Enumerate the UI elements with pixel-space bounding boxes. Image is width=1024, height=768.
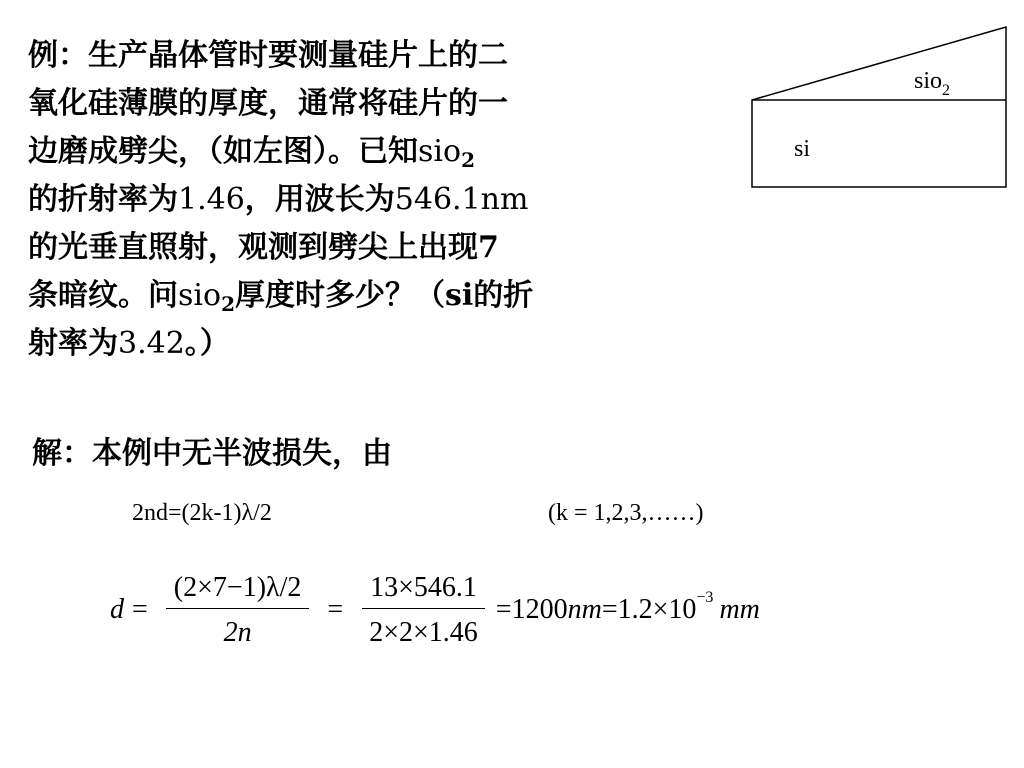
problem-line-7-text-b: 。）: [184, 326, 230, 361]
sio-symbol: sio: [178, 278, 222, 313]
unit-mm: mm: [719, 594, 760, 625]
problem-line-1: [28, 32, 708, 80]
fraction-2-numerator: 13×546.1: [362, 572, 485, 609]
formula-eq-1: =: [132, 594, 148, 625]
k-range: (k = 1,2,3,……): [548, 500, 704, 526]
formula-eq-2: =: [327, 594, 344, 625]
exponent: −3: [696, 589, 714, 606]
result-mm-value: =1.2×10: [601, 594, 697, 625]
problem-line-4-text-b: ，用波长为: [244, 182, 395, 217]
refractive-index-si: 3.42: [118, 326, 185, 361]
fraction-1: [166, 572, 310, 649]
wedge-diagram: [744, 20, 1014, 195]
formula-lhs: d: [110, 594, 124, 625]
sio-subscript: 2: [461, 148, 475, 172]
problem-line-3: [28, 128, 708, 176]
problem-line-7-text-a: 射率为: [28, 326, 118, 361]
interference-condition: 2nd=(2k-1)λ/2: [132, 500, 272, 526]
problem-line-2: [28, 80, 708, 128]
problem-line-1-text: 例：生产晶体管时要测量硅片上的二: [28, 38, 508, 73]
problem-line-6-text-b: 厚度时多少？（si的折: [234, 278, 534, 313]
result-nm-value: =1200: [495, 594, 568, 625]
wavelength-value: 546.1nm: [394, 182, 529, 217]
wedge-outline: [752, 27, 1006, 187]
problem-line-3-text: 边磨成劈尖，（如左图）。已知: [28, 134, 418, 169]
fraction-2-denominator: 2×2×1.46: [369, 616, 478, 648]
problem-line-7: [28, 320, 708, 368]
problem-line-4-text-a: 的折射率为: [28, 182, 178, 217]
problem-line-2-text: 氧化硅薄膜的厚度，通常将硅片的一: [28, 86, 508, 121]
sio-subscript: 2: [221, 292, 235, 316]
problem-line-4: [28, 176, 708, 224]
fraction-1-numerator: (2×7−1)λ/2: [166, 572, 310, 609]
problem-text: [28, 32, 708, 368]
refractive-index-sio2: 1.46: [178, 182, 245, 217]
problem-line-5: [28, 224, 708, 272]
fraction-1-denominator: 2n: [223, 616, 252, 648]
problem-line-6-text-a: 条暗纹。问: [28, 278, 178, 313]
si-label: si: [794, 136, 811, 162]
solution-title: 解：本例中无半波损失，由: [32, 436, 392, 471]
problem-line-6: [28, 272, 708, 320]
unit-nm: nm: [567, 594, 602, 625]
sio-symbol: sio: [418, 134, 462, 169]
sio2-label: sio$_2$: [914, 68, 951, 99]
problem-line-5-text: 的光垂直照射，观测到劈尖上出现7: [28, 230, 499, 265]
thickness-formula: [110, 565, 760, 655]
fraction-2: [361, 572, 486, 649]
